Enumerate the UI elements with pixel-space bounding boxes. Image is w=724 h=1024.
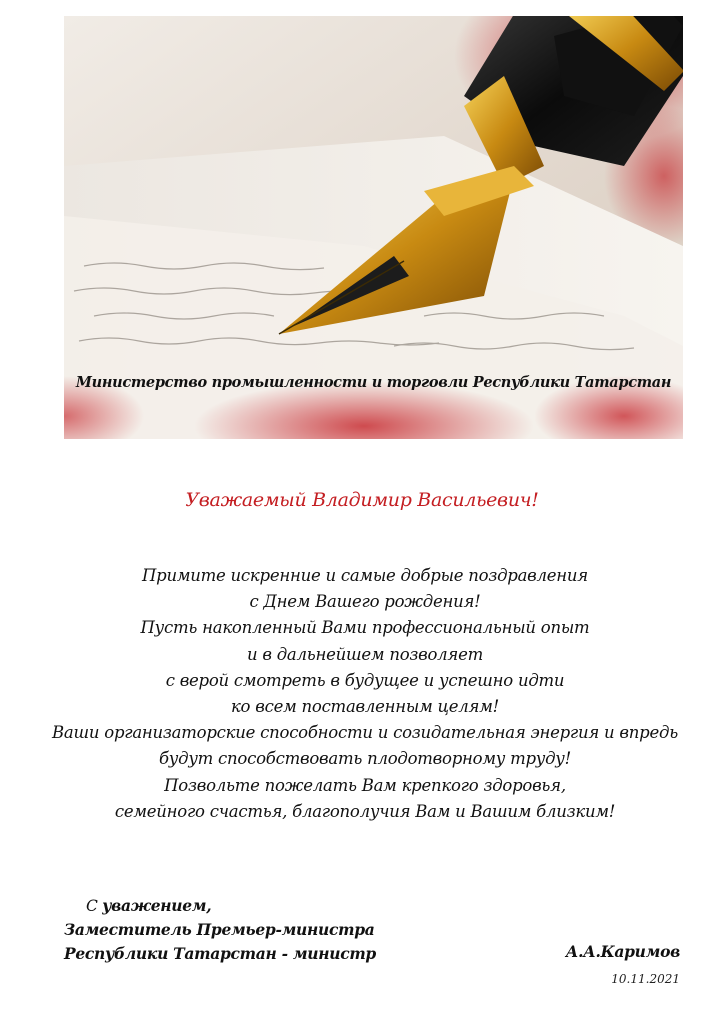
body-line: и в дальнейшем позволяет xyxy=(246,644,484,664)
body-line: Примите искренние и самые добрые поздравления xyxy=(142,566,588,585)
body-line: семейного счастья, благополучия Вам и Вашим близким! xyxy=(114,801,616,821)
signature-block xyxy=(64,894,376,966)
position-line: Республики Татарстан - министр xyxy=(64,944,376,963)
greeting: Уважаемый Владимир Васильевич! xyxy=(185,489,539,511)
body-line: Ваши организаторские способности и созидательная энергия и впредь xyxy=(52,723,678,743)
body-line: будут способствовать плодотворному труду! xyxy=(158,749,572,769)
ministry-title: Министерство промышленности и торговли Республики Татарстан xyxy=(75,374,672,391)
body-line: Позвольте пожелать Вам крепкого здоровья, xyxy=(164,775,566,795)
letter-body xyxy=(20,563,710,825)
closing-word: уважением, xyxy=(102,896,212,915)
closing-prefix: С xyxy=(86,897,103,915)
body-line: ко всем поставленным целям! xyxy=(230,697,500,717)
header-image xyxy=(64,16,683,439)
letter-date: 10.11.2021 xyxy=(611,972,680,986)
body-line: Пусть накопленный Вами профессиональный опыт xyxy=(140,618,590,638)
position-line: Заместитель Премьер-министра xyxy=(64,920,375,939)
closing xyxy=(64,894,376,918)
body-line: с верой смотреть в будущее и успешно идти xyxy=(165,670,565,690)
signer-name: А.А.Каримов xyxy=(565,942,680,961)
body-line: с Днем Вашего рождения! xyxy=(249,592,481,612)
